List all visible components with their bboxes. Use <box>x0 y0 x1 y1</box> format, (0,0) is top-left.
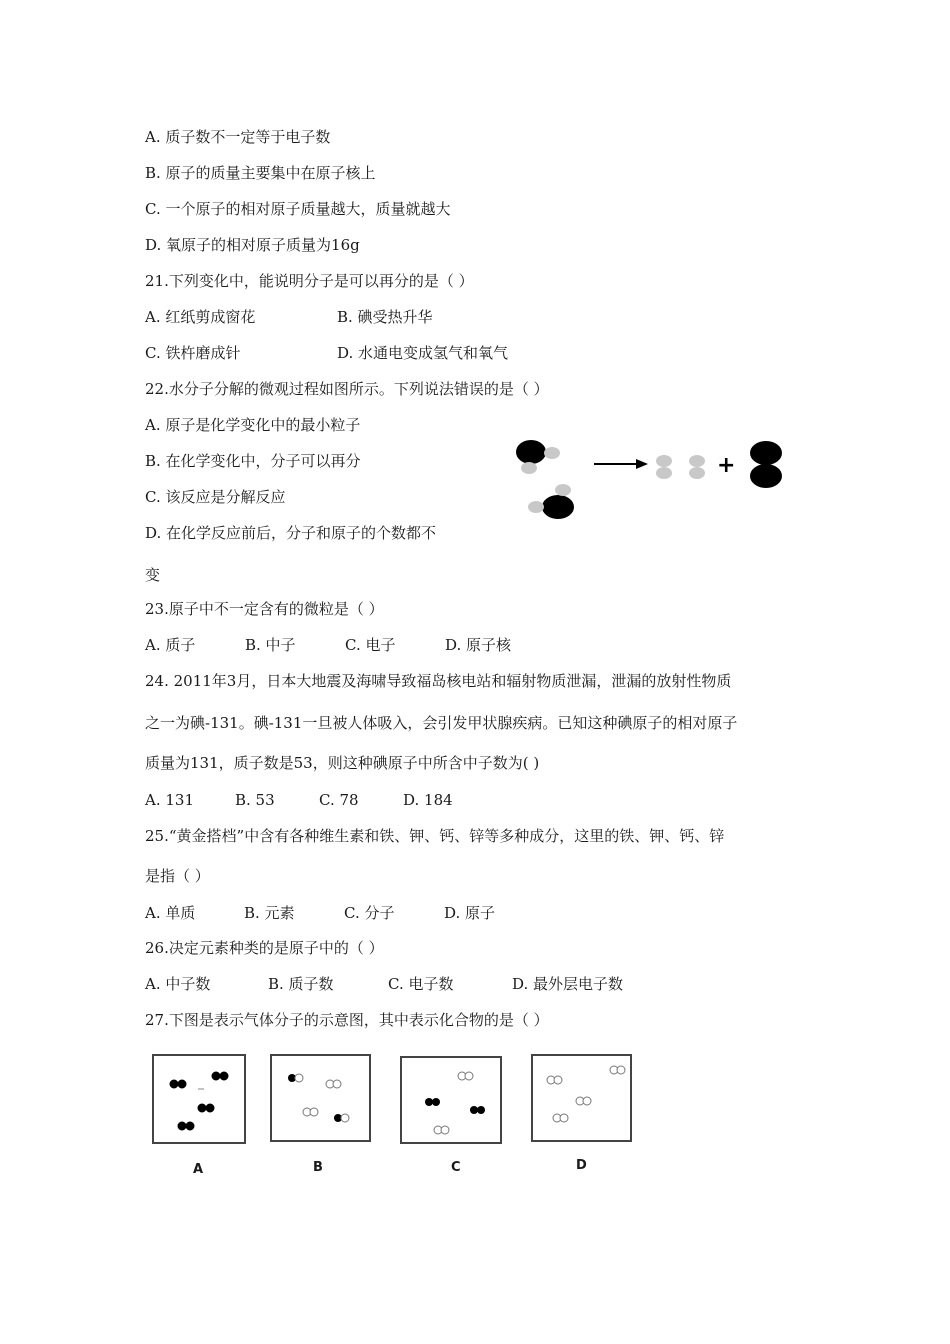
gas-box-c <box>400 1056 502 1144</box>
q25-option-a: A. 单质 <box>145 904 196 922</box>
box-label-c: C <box>451 1160 461 1175</box>
q22-option-a: A. 原子是化学变化中的最小粒子 <box>145 416 361 434</box>
q25-line1: 25.“黄金搭档”中含有各种维生素和铁、钾、钙、锌等多种成分，这里的铁、钾、钙、锌 <box>145 827 725 845</box>
q23-option-c: C. 电子 <box>345 636 396 654</box>
q24-line3: 质量为131，质子数是53，则这种碘原子中所含中子数为( ) <box>145 754 540 772</box>
q26-option-d: D. 最外层电子数 <box>512 975 624 993</box>
q24-option-b: B. 53 <box>235 791 275 809</box>
water-decomposition-diagram <box>505 435 795 525</box>
q22-option-b: B. 在化学变化中，分子可以再分 <box>145 452 361 470</box>
q23-option-d: D. 原子核 <box>445 636 512 654</box>
q26-stem: 26.决定元素种类的是原子中的（ ） <box>145 939 384 957</box>
q23-stem: 23.原子中不一定含有的微粒是（ ） <box>145 600 384 618</box>
q24-line2: 之一为碘-131。碘-131一旦被人体吸入，会引发甲状腺疾病。已知这种碘原子的相对原子 <box>145 714 738 732</box>
q21-option-b: B. 碘受热升华 <box>337 308 433 326</box>
q26-option-c: C. 电子数 <box>388 975 454 993</box>
q24-line1: 24. 2011年3月，日本大地震及海啸导致福岛核电站和辐射物质泄漏，泄漏的放射性物质 <box>145 672 732 690</box>
hydrogen-molecule-1 <box>656 455 672 479</box>
gas-box-b <box>270 1054 371 1142</box>
q20-option-b: B. 原子的质量主要集中在原子核上 <box>145 164 376 182</box>
box-label-d: D <box>576 1158 587 1173</box>
q22-stem: 22.水分子分解的微观过程如图所示。下列说法错误的是（ ） <box>145 380 549 398</box>
q22-option-c: C. 该反应是分解反应 <box>145 488 286 506</box>
q25-option-c: C. 分子 <box>344 904 395 922</box>
q23-option-b: B. 中子 <box>245 636 296 654</box>
plus-sign: + <box>717 453 736 478</box>
q20-option-c: C. 一个原子的相对原子质量越大，质量就越大 <box>145 200 451 218</box>
box-label-b: B <box>313 1160 323 1175</box>
q20-option-d: D. 氧原子的相对原子质量为16g <box>145 236 360 254</box>
q21-option-c: C. 铁杵磨成针 <box>145 344 241 362</box>
q23-option-a: A. 质子 <box>145 636 196 654</box>
q21-option-a: A. 红纸剪成窗花 <box>145 308 256 326</box>
q20-option-a: A. 质子数不一定等于电子数 <box>145 128 331 146</box>
water-molecule-2 <box>528 484 574 519</box>
gas-box-d <box>531 1054 632 1142</box>
oxygen-molecule <box>750 441 782 488</box>
box-label-a: A <box>193 1162 204 1177</box>
q24-option-a: A. 131 <box>145 791 194 809</box>
water-molecule-1 <box>516 440 560 474</box>
q22-option-d-line2: 变 <box>145 566 161 584</box>
q26-option-a: A. 中子数 <box>145 975 211 993</box>
q24-option-c: C. 78 <box>319 791 359 809</box>
q25-option-d: D. 原子 <box>444 904 496 922</box>
q26-option-b: B. 质子数 <box>268 975 334 993</box>
q21-stem: 21.下列变化中，能说明分子是可以再分的是（ ） <box>145 272 474 290</box>
reaction-arrow <box>594 459 648 469</box>
q25-option-b: B. 元素 <box>244 904 295 922</box>
hydrogen-molecule-2 <box>689 455 705 479</box>
q21-option-d: D. 水通电变成氢气和氧气 <box>337 344 509 362</box>
q24-option-d: D. 184 <box>403 791 453 809</box>
q25-line2: 是指（ ） <box>145 867 210 885</box>
q22-option-d-line1: D. 在化学反应前后，分子和原子的个数都不 <box>145 524 437 542</box>
gas-box-a <box>152 1054 246 1144</box>
q27-stem: 27.下图是表示气体分子的示意图，其中表示化合物的是（ ） <box>145 1011 549 1029</box>
